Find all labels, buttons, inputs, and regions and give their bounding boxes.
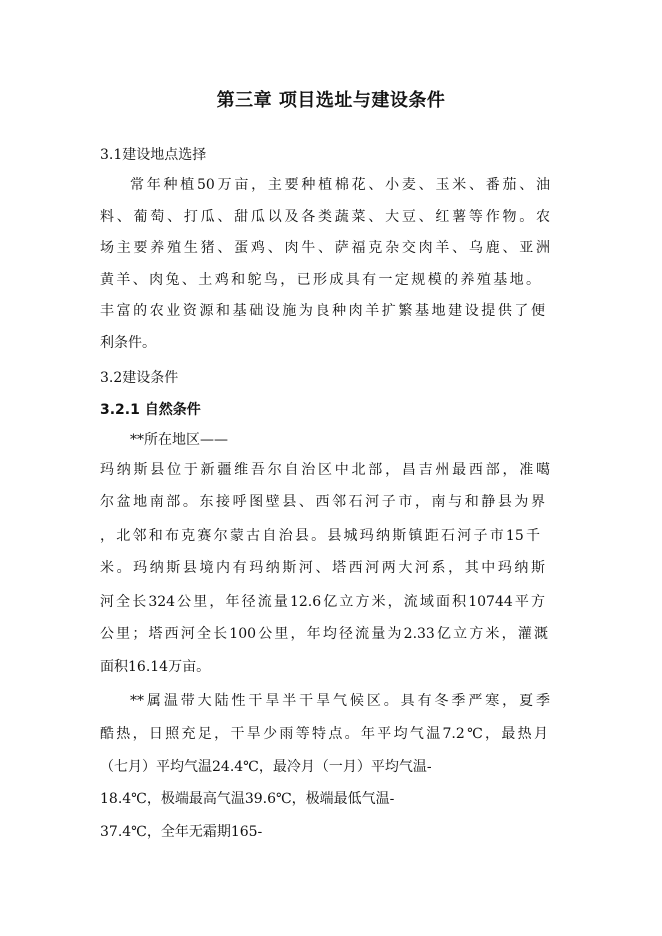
location-line: 尔盆地南部。东接呼图壁县、西邻石河子市，南与和静县为界 [100,494,545,510]
location-line: 河全长324公里，年径流量12.6亿立方米，流域面积10744平方 [100,594,545,610]
location-label: **所在地区—— [130,432,228,448]
location-line: 米。玛纳斯县境内有玛纳斯河、塔西河两大河系，其中玛纳斯 [100,560,545,576]
section-heading-3-2: 3.2建设条件 [100,370,179,386]
section-heading-3-1: 3.1建设地点选择 [100,147,207,163]
paragraph-line: 黄羊、肉兔、土鸡和鸵鸟，已形成具有一定规模的养殖基地。 [100,272,540,288]
paragraph-line: 常年种植50万亩，主要种植棉花、小麦、玉米、番茄、油 [130,177,550,193]
paragraph-line: 丰富的农业资源和基础设施为良种肉羊扩繁基地建设提供了便 [100,303,545,319]
paragraph-line: 料、葡萄、打瓜、甜瓜以及各类蔬菜、大豆、红薯等作物。农 [100,209,550,225]
climate-line: **属温带大陆性干旱半干旱气候区。具有冬季严寒，夏季 [130,693,550,709]
climate-line: 18.4℃，极端最高气温39.6℃，极端最低气温- [100,791,395,807]
climate-line: 37.4℃，全年无霜期165- [100,824,263,840]
chapter-title: 第三章 项目选址与建设条件 [216,90,446,111]
paragraph-line: 利条件。 [100,335,156,351]
climate-line: 酷热，日照充足，干旱少雨等特点。年平均气温7.2℃，最热月 [100,726,548,742]
subsection-heading-3-2-1: 3.2.1 自然条件 [100,402,201,418]
climate-line: （七月）平均气温24.4℃，最冷月（一月）平均气温- [100,759,432,775]
location-line: 玛纳斯县位于新疆维吾尔自治区中北部，昌吉州最西部，准噶 [100,462,550,478]
location-line: 公里；塔西河全长100公里，年均径流量为2.33亿立方米，灌溉 [100,626,548,642]
location-line: 面积16.14万亩。 [100,659,211,675]
paragraph-line: 场主要养殖生猪、蛋鸡、肉牛、萨福克杂交肉羊、乌鹿、亚洲 [100,240,550,256]
location-line: ，北邻和布克赛尔蒙古自治县。县城玛纳斯镇距石河子市15千 [100,528,540,544]
